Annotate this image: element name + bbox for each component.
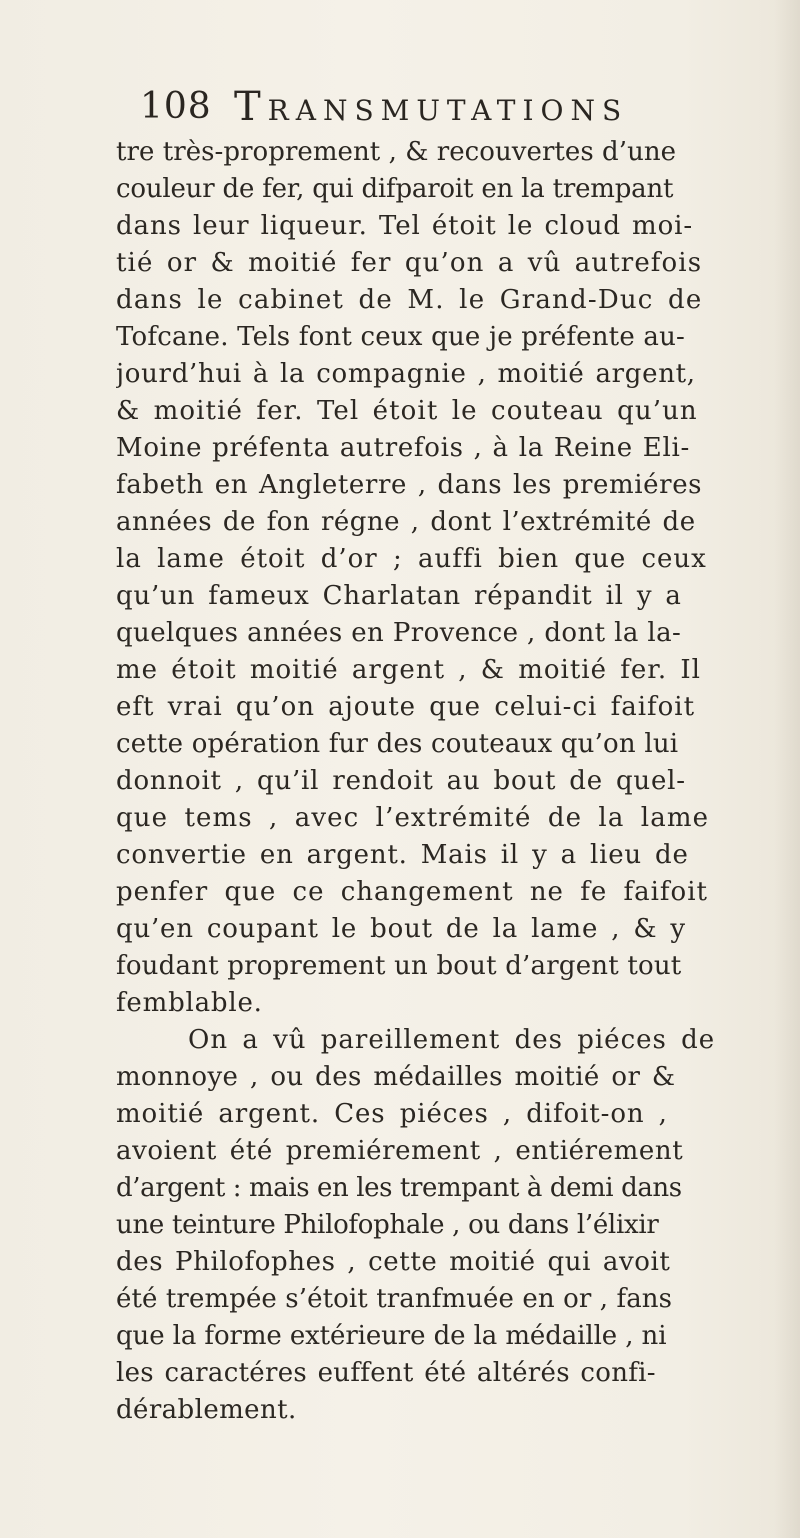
text-line: penfer que ce changement ne fe faifoit [116, 877, 708, 907]
text-line: d’argent : mais en les trempant à demi dans [116, 1173, 682, 1203]
text-line: les caractéres euffent été altérés confi- [116, 1358, 656, 1388]
text-line: dans le cabinet de M. le Grand-Duc de [116, 285, 703, 315]
text-line: que la forme extérieure de la médaille , ni [116, 1321, 667, 1351]
text-line: moitié argent. Ces piéces , difoit-on , [116, 1099, 668, 1129]
text-line: me étoit moitié argent , & moitié fer. Il [116, 655, 701, 685]
page-edge-shadow [774, 0, 800, 1538]
text-line: monnoye , ou des médailles moitié or & [116, 1062, 676, 1092]
text-line: une teinture Philofophale , ou dans l’élixir [116, 1210, 659, 1240]
text-line: été trempée s’étoit tranfmuée en or , fans [116, 1284, 673, 1314]
text-line: la lame étoit d’or ; auffi bien que ceux [116, 544, 707, 574]
text-line: couleur de fer, qui difparoit en la trempant [116, 174, 674, 204]
body-text [116, 134, 776, 1429]
text-line: foudant proprement un bout d’argent tout [116, 951, 682, 981]
text-line: femblable. [116, 988, 263, 1018]
text-line: & moitié fer. Tel étoit le couteau qu’un [116, 396, 698, 426]
text-line: avoient été premiérement , entiérement [116, 1136, 684, 1166]
text-line: Tofcane. Tels font ceux que je préfente au- [116, 322, 686, 352]
text-line: dérablement. [116, 1395, 297, 1425]
text-line: jourd’hui à la compagnie , moitié argent, [116, 359, 696, 389]
text-line: fabeth en Angleterre , dans les premiéres [116, 470, 703, 500]
page-number: 108 [140, 86, 212, 127]
page-header [140, 80, 740, 132]
text-line: donnoit , qu’il rendoit au bout de quel- [116, 766, 686, 796]
text-line: eft vrai qu’on ajoute que celui-ci faifoit [116, 692, 696, 722]
text-line: que tems , avec l’extrémité de la lame [116, 803, 710, 833]
text-line: cette opération fur des couteaux qu’on lui [116, 729, 679, 759]
running-title: Transmutations [234, 84, 629, 130]
text-line: années de fon régne , dont l’extrémité de [116, 507, 696, 537]
text-line: tre très-proprement , & recouvertes d’une [116, 137, 677, 167]
text-line: tié or & moitié fer qu’on a vû autrefois [116, 248, 703, 278]
text-line: des Philofophes , cette moitié qui avoit [116, 1247, 671, 1277]
text-line: Moine préfenta autrefois , à la Reine Eli- [116, 433, 690, 463]
text-line: qu’en coupant le bout de la lame , & y [116, 914, 686, 944]
text-line: convertie en argent. Mais il y a lieu de [116, 840, 689, 870]
text-line: qu’un fameux Charlatan répandit il y a [116, 581, 682, 611]
text-line: On a vû pareillement des piéces de [188, 1025, 716, 1055]
text-line: dans leur liqueur. Tel étoit le cloud moi- [116, 211, 694, 241]
text-line: quelques années en Provence , dont la la- [116, 618, 682, 648]
